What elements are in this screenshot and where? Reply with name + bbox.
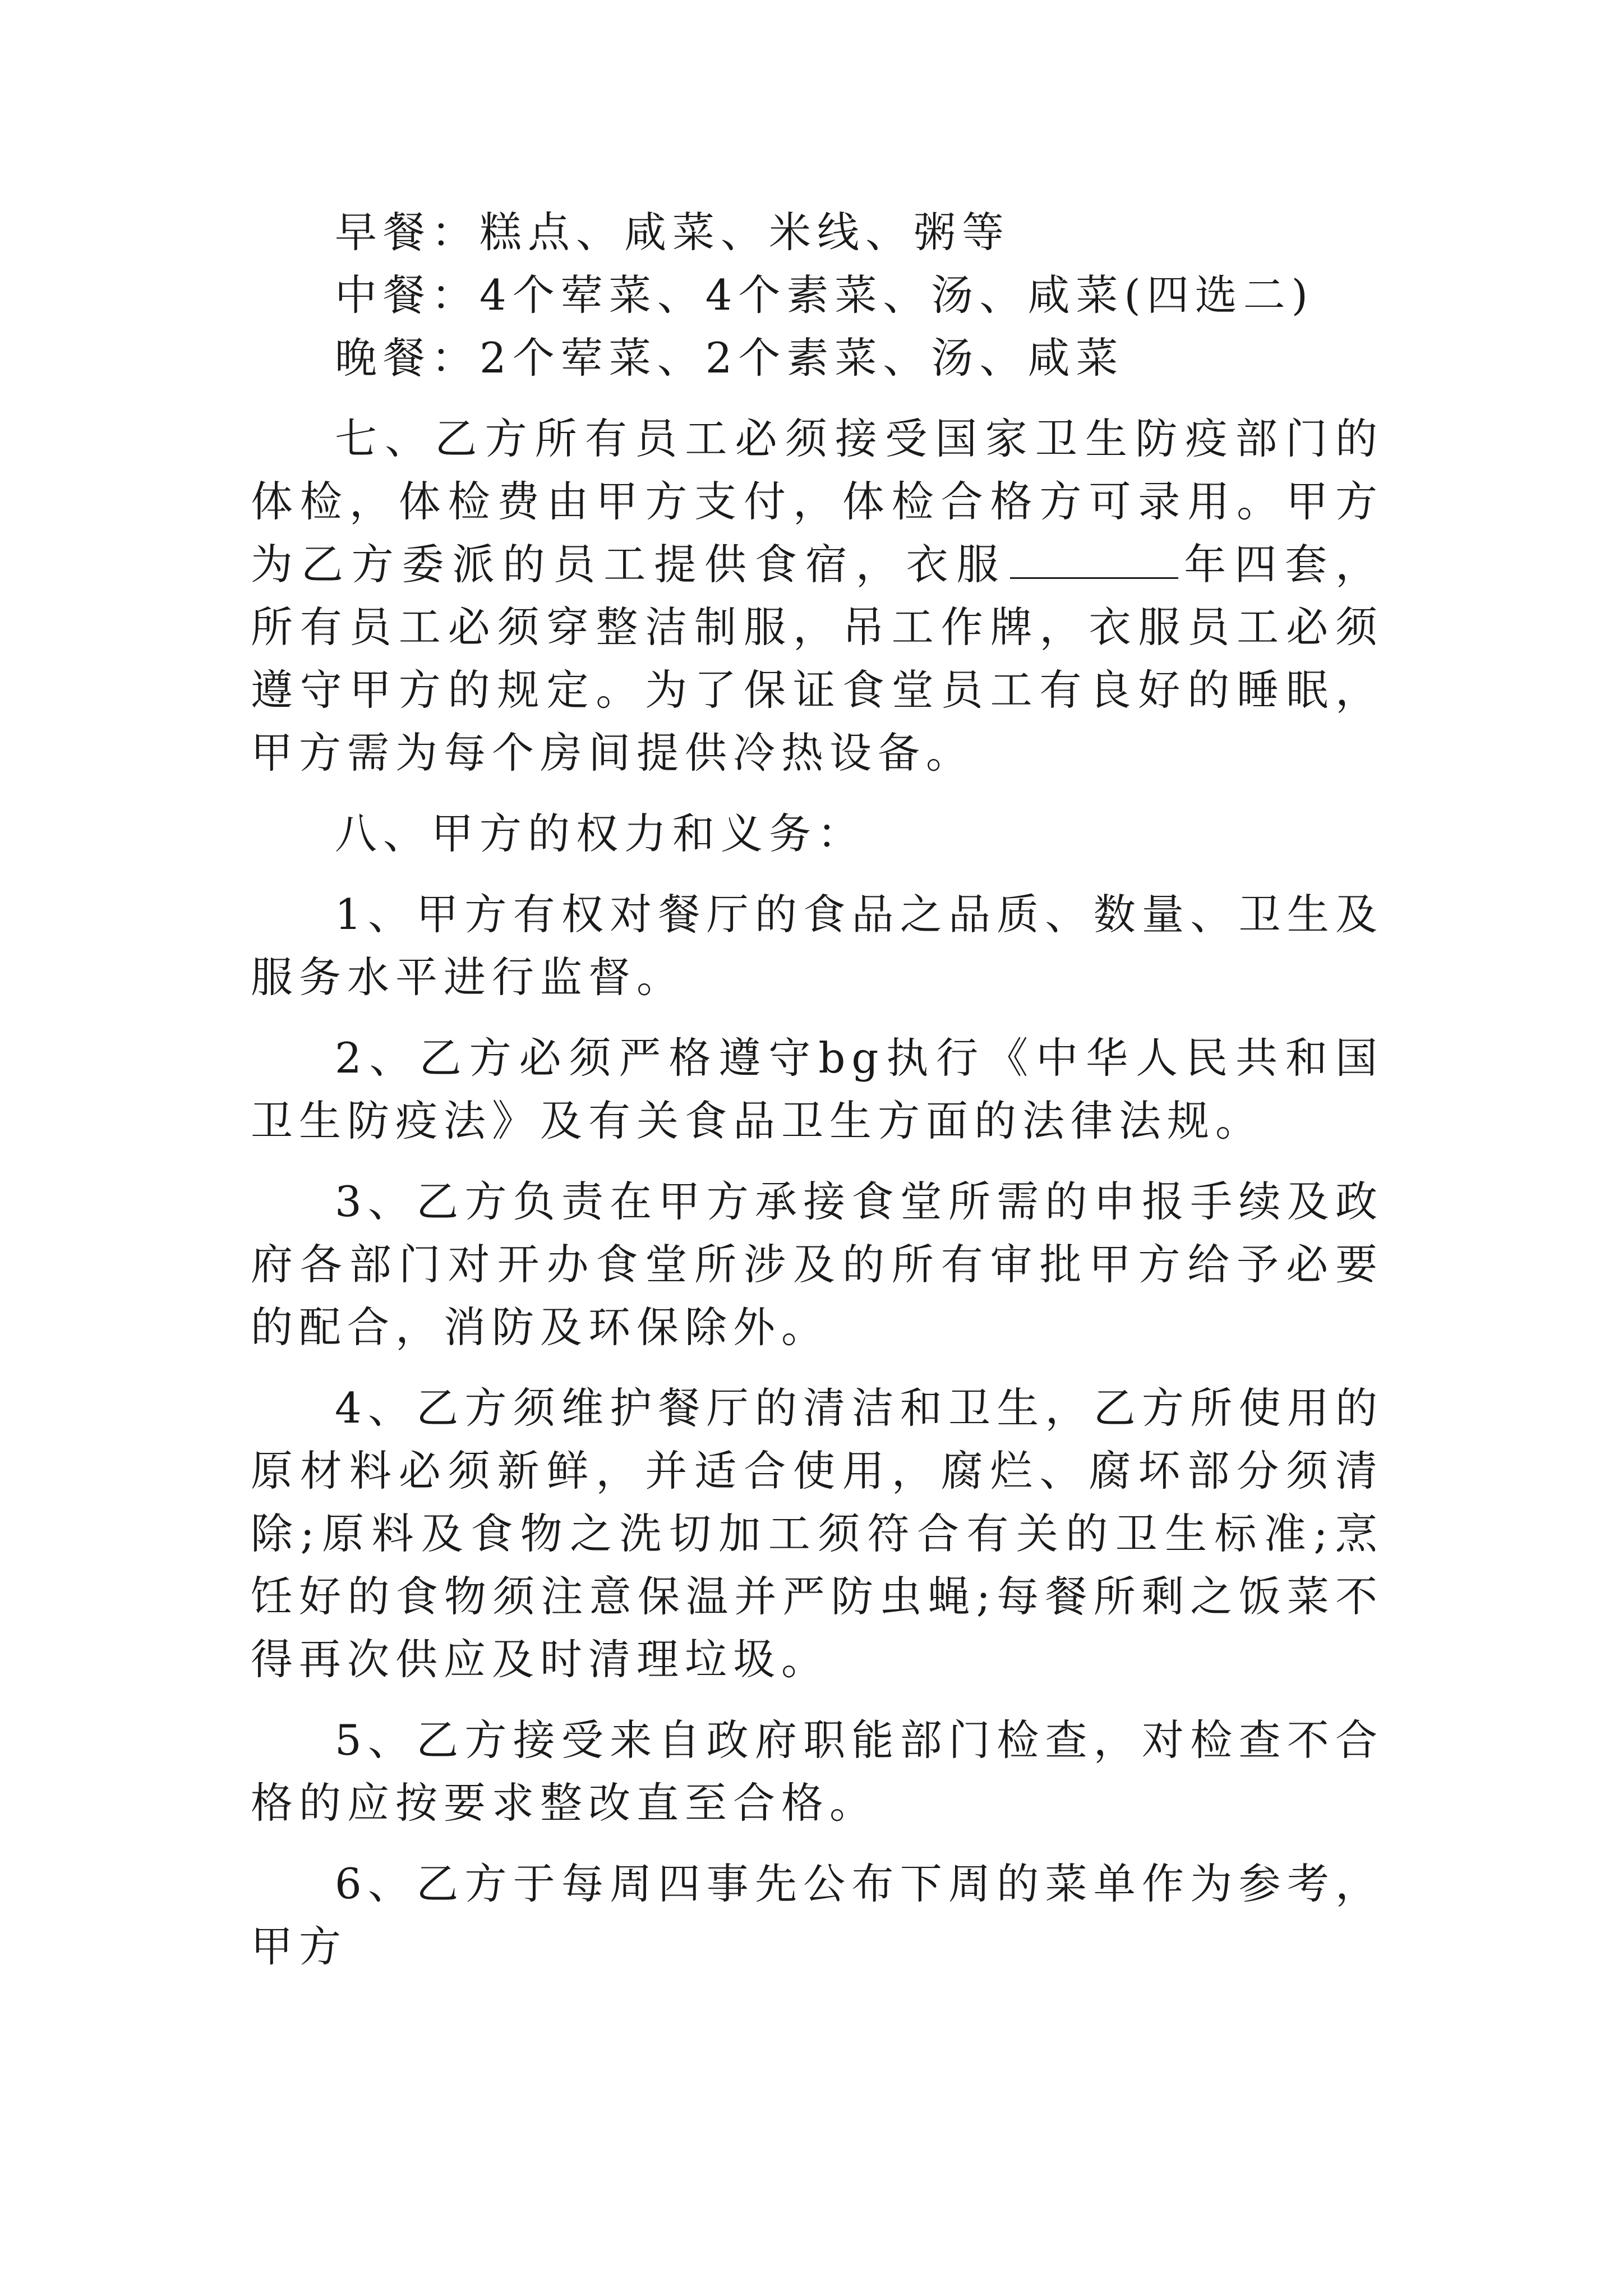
menu-breakfast: 早餐：糕点、咸菜、米线、粥等 bbox=[335, 208, 1011, 257]
menu-dinner: 晚餐：2个荤菜、2个素菜、汤、咸菜 bbox=[335, 333, 1124, 383]
clause-7 bbox=[251, 407, 1384, 784]
menu-lunch: 中餐：4个荤菜、4个素菜、汤、咸菜(四选二) bbox=[335, 270, 1314, 320]
clause-8-item-4: 4、乙方须维护餐厅的清洁和卫生，乙方所使用的原材料必须新鲜，并适合使用，腐烂、腐坏部分须清除;原料及食物之洗切加工须符合有关的卫生标准;烹饪好的食物须注意保温并严防虫蝇;每餐所剩之饭菜不得再次供应及时清理垃圾。 bbox=[251, 1383, 1384, 1684]
document-page bbox=[251, 201, 1384, 1996]
fill-in-blank bbox=[1010, 577, 1178, 579]
clause-8-item-6: 6、乙方于每周四事先公布下周的菜单作为参考，甲方 bbox=[251, 1859, 1384, 1971]
clause-7-text-after: 年四套，所有员工必须穿整洁制服，吊工作牌，衣服员工必须遵守甲方的规定。为了保证食堂员工有良好的睡眠，甲方需为每个房间提供冷热设备。 bbox=[251, 540, 1384, 777]
clause-8-heading: 八、甲方的权力和义务： bbox=[335, 809, 866, 858]
clause-8-item-1: 1、甲方有权对餐厅的食品之品质、数量、卫生及服务水平进行监督。 bbox=[251, 890, 1384, 1002]
clause-8-item-3: 3、乙方负责在甲方承接食堂所需的申报手续及政府各部门对开办食堂所涉及的所有审批甲方给予必要的配合，消防及环保除外。 bbox=[251, 1177, 1384, 1352]
clause-8-item-5: 5、乙方接受来自政府职能部门检查，对检查不合格的应按要求整改直至合格。 bbox=[251, 1715, 1384, 1828]
clause-7-text-before: 七、乙方所有员工必须接受国家卫生防疫部门的体检，体检费由甲方支付，体检合格方可录用。甲方为乙方委派的员工提供食宿，衣服 bbox=[251, 414, 1384, 589]
clause-8-item-2: 2、乙方必须严格遵守bg执行《中华人民共和国卫生防疫法》及有关食品卫生方面的法律法规。 bbox=[251, 1033, 1384, 1145]
